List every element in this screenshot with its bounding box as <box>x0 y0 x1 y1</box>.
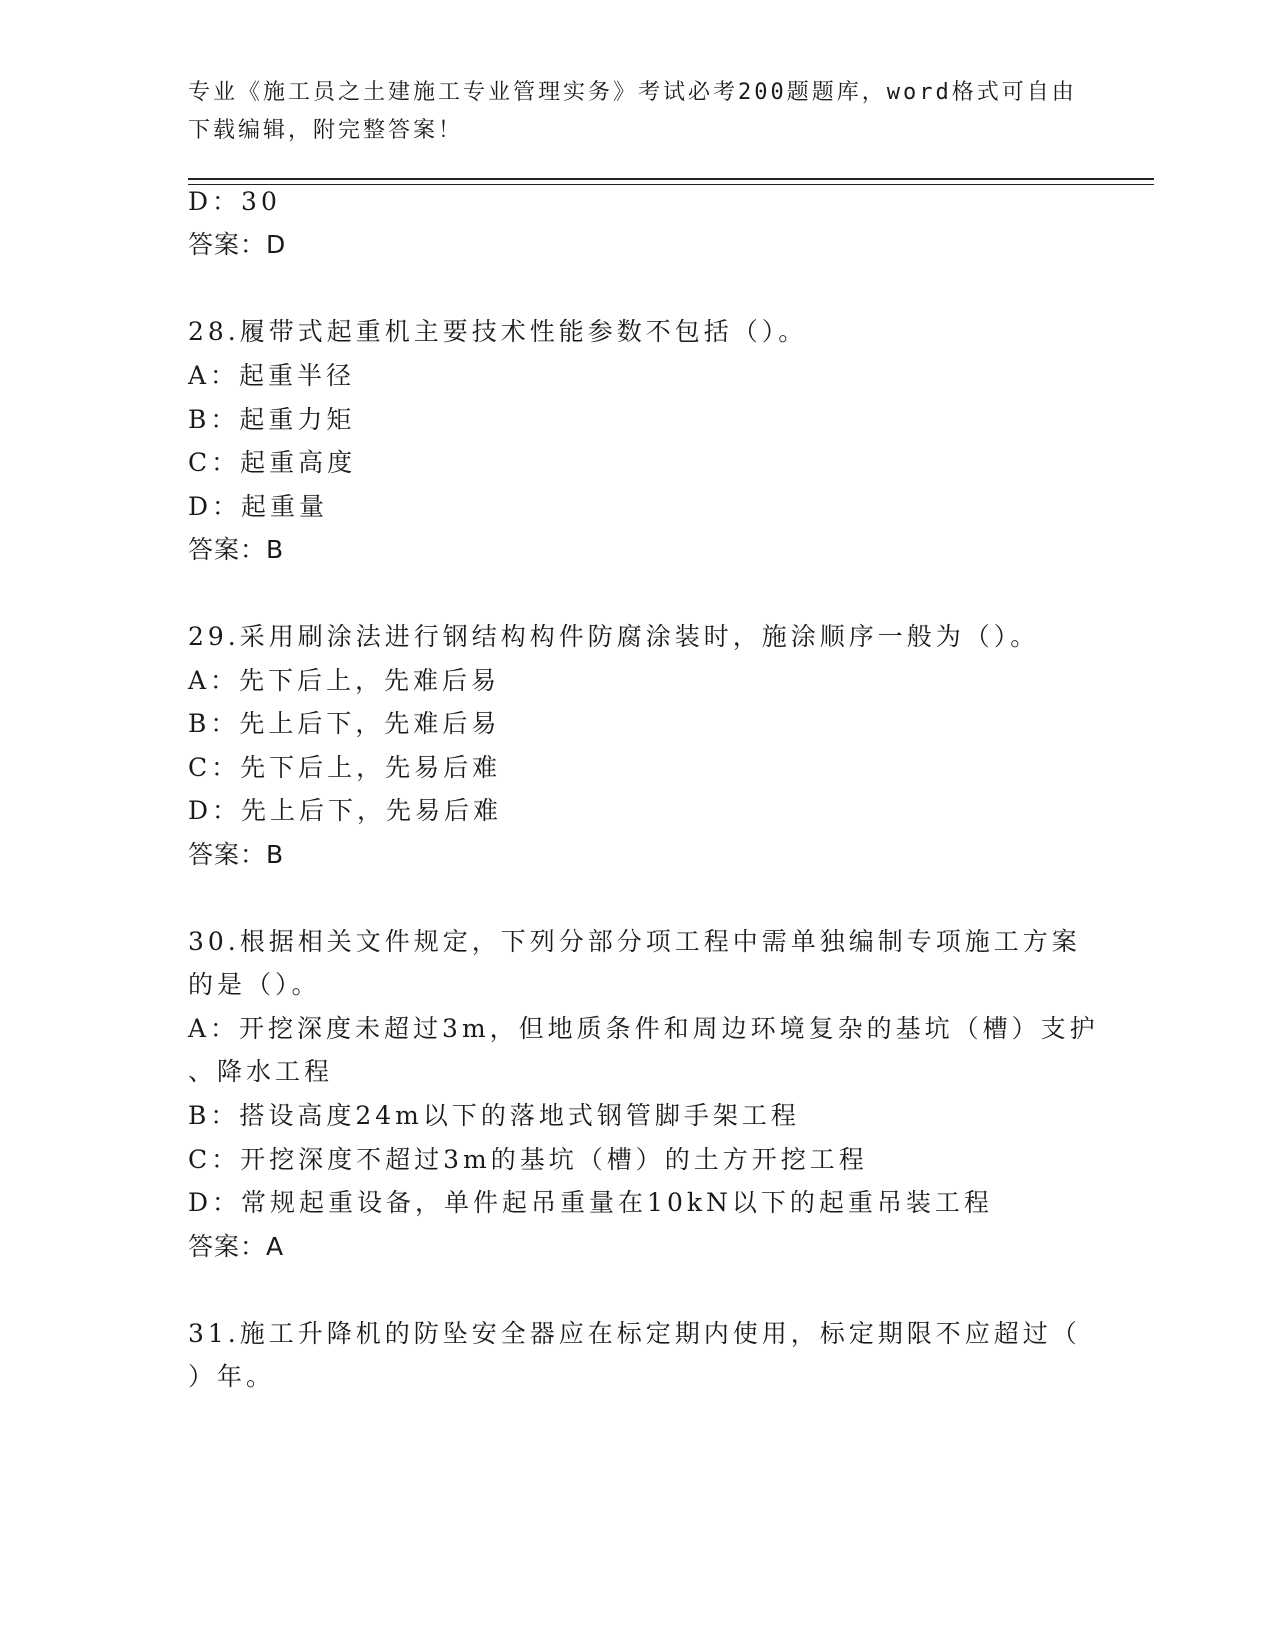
q29-option-a: A：先下后上，先难后易 <box>188 666 501 695</box>
q29-option-c: C：先下后上，先易后难 <box>188 753 502 782</box>
q29-answer: 答案：B <box>188 840 285 869</box>
q31-stem-line-1: 31.施工升降机的防坠安全器应在标定期内使用，标定期限不应超过（ <box>188 1319 1081 1348</box>
q30-stem-line-1: 30.根据相关文件规定，下列分部分项工程中需单独编制专项施工方案 <box>188 927 1081 956</box>
prev-option-d: D：30 <box>188 187 281 216</box>
prev-answer: 答案：D <box>188 230 287 259</box>
q28-stem: 28.履带式起重机主要技术性能参数不包括（）。 <box>188 317 808 346</box>
q30-answer: 答案：A <box>188 1232 285 1261</box>
q29-stem: 29.采用刷涂法进行钢结构构件防腐涂装时，施涂顺序一般为（）。 <box>188 622 1040 651</box>
q28-option-b: B：起重力矩 <box>188 405 356 434</box>
q30-option-b: B：搭设高度24m以下的落地式钢管脚手架工程 <box>188 1101 800 1130</box>
q29-option-d: D：先上后下，先易后难 <box>188 796 503 825</box>
q29-option-b: B：先上后下，先难后易 <box>188 709 501 738</box>
page-header <box>188 74 1088 150</box>
header-line-1: 专业《施工员之土建施工专业管理实务》考试必考200题题库，word格式可自由 <box>188 80 1077 105</box>
q30-stem-line-2: 的是（）。 <box>188 970 321 999</box>
q30-option-a-line-2: 、降水工程 <box>188 1057 334 1086</box>
q30-option-d: D：常规起重设备，单件起吊重量在10kN以下的起重吊装工程 <box>188 1188 993 1217</box>
q28-answer: 答案：B <box>188 535 285 564</box>
q30-option-c: C：开挖深度不超过3m的基坑（槽）的土方开挖工程 <box>188 1145 868 1174</box>
q28-option-d: D：起重量 <box>188 492 329 521</box>
q30-option-a-line-1: A：开挖深度未超过3m，但地质条件和周边环境复杂的基坑（槽）支护 <box>188 1014 1099 1043</box>
header-line-2: 下载编辑，附完整答案！ <box>188 118 464 143</box>
q28-option-a: A：起重半径 <box>188 361 356 390</box>
q31-stem-line-2: ）年。 <box>188 1362 276 1391</box>
q28-option-c: C：起重高度 <box>188 448 357 477</box>
